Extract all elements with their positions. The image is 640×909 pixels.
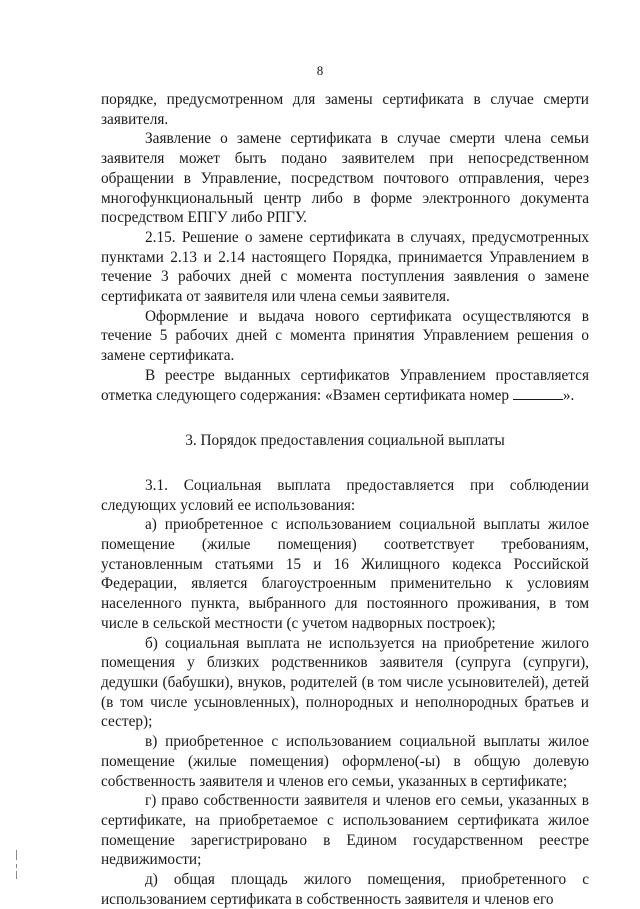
scan-margin-marks [14,850,20,880]
registry-note-text: В реестре выданных сертификатов Управлением проставляется отметка следующего содержания: «Взамен сертификата номер [101,366,589,404]
page-number: 8 [316,63,324,78]
paragraph-2-15: 2.15. Решение о замене сертификата в случаях, предусмотренных пунктами 2.13 и 2.14 настоящего Порядка, принимается Управлением в течение 3 рабочих дней с момента поступления заявления о замене сертификата от заявителя или члена семьи заявителя. [101,228,589,306]
document-body [101,90,589,909]
paragraph-condition-g: г) право собственности заявителя и членов его семьи, указанных в сертификате, на приобретаемое с использованием сертификата жилое помещение зарегистрировано в Едином государственном реестре недвижимости; [101,792,589,869]
paragraph-condition-b: б) социальная выплата не используется на приобретение жилого помещения у близких родственников заявителя (супруга (супруги), дедушки (бабушки), внуков, родителей (в том числе усыновителей), детей (в том числе усыновленных), полнородных и неполнородных братьев и сестер); [101,634,589,731]
paragraph-registry-note [101,366,589,405]
paragraph-3-1: 3.1. Социальная выплата предоставляется при соблюдении следующих условий ее использования: [101,476,589,514]
paragraph-condition-v: в) приобретенное с использованием социальной выплаты жилое помещение (жилые помещения) оформлено(-ы) в общую долевую собственность заявителя и членов его семьи, указанных в сертификате; [101,733,589,790]
paragraph-continuation: порядке, предусмотренном для замены сертификата в случае смерти заявителя. [101,91,589,128]
paragraph-death-of-family-member: Заявление о замене сертификата в случае смерти члена семьи заявителя может быть подано заявителем при непосредственном обращении в Управление, посредством почтового отправления, через многофункциональный центр либо в форме электронного документа посредством ЕПГУ либо РПГУ. [101,130,589,227]
blank-line [513,387,563,400]
paragraph-condition-d: д) общая площадь жилого помещения, приобретенного с использованием сертификата в собственность заявителя и членов его [101,871,589,908]
section-heading: 3. Порядок предоставления социальной выплаты [185,432,505,450]
registry-note-end: ». [562,386,575,404]
paragraph-new-certificate: Оформление и выдача нового сертификата осуществляются в течение 5 рабочих дней с момента принятия Управлением решения о замене сертификата. [101,307,589,365]
paragraph-condition-a: а) приобретенное с использованием социальной выплаты жилое помещение (жилые помещения) соответствует требованиям, установленным статьями 15 и 16 Жилищного кодекса Российской Федерации, является благоустроенным применительно к условиям населенного пункта, выбранного для постоянного проживания, в том числе в сельской местности (с учетом надворных построек); [101,516,589,632]
